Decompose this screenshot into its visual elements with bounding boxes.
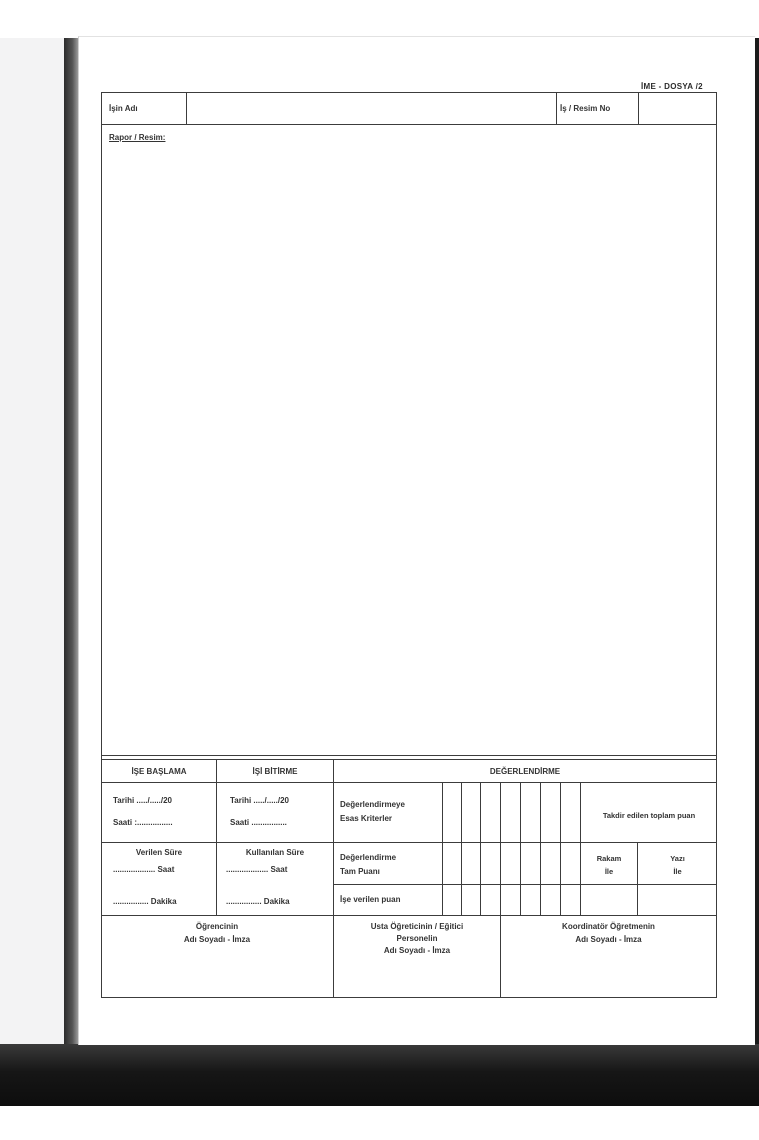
words-label-line1: Yazı: [670, 854, 685, 863]
evaluation-title: DEĞERLENDİRME: [489, 767, 561, 776]
report-label: Rapor / Resim:: [109, 133, 166, 142]
total-words-field[interactable]: [639, 886, 716, 914]
criteria-label-line1: Değerlendirmeye: [340, 800, 405, 809]
start-time[interactable]: Saati :................: [113, 818, 173, 827]
digits-label-line1: Rakam: [596, 854, 622, 863]
start-date[interactable]: Tarihi ...../...../20: [113, 796, 172, 805]
job-number-field[interactable]: [640, 94, 715, 122]
job-number-label: İş / Resim No: [560, 104, 611, 113]
score-col-7: [580, 782, 581, 915]
given-time-title: Verilen Süre: [135, 848, 183, 857]
finish-time[interactable]: Saati ................: [230, 818, 287, 827]
job-name-label: İşin Adı: [109, 104, 138, 113]
total-score-label: Takdir edilen toplam puan: [602, 811, 696, 820]
col-divider-criteria: [442, 782, 443, 915]
header-bottom-line: [101, 124, 717, 125]
finish-title: İŞİ BİTİRME: [252, 767, 298, 776]
digits-label-line2: İle: [604, 867, 614, 876]
score-col-4: [520, 782, 521, 915]
table-row-line-1: [101, 842, 717, 843]
col-divider-start: [216, 759, 217, 915]
total-col-divider: [637, 842, 638, 915]
report-drawing-area[interactable]: [103, 126, 715, 754]
total-digits-field[interactable]: [582, 886, 636, 914]
score-col-1: [461, 782, 462, 915]
header-divider-2: [556, 92, 557, 124]
header-divider-3: [638, 92, 639, 124]
given-time-hours[interactable]: ................... Saat: [113, 865, 175, 874]
finish-date[interactable]: Tarihi ...../...../20: [230, 796, 289, 805]
fullscore-label-line2: Tam Puanı: [340, 867, 380, 876]
score-col-3: [500, 782, 501, 998]
given-time-minutes[interactable]: ................ Dakika: [113, 897, 177, 906]
student-signature-line2: Adı Soyadı - İmza: [183, 935, 251, 944]
master-signature-line3: Adı Soyadı - İmza: [383, 946, 451, 955]
master-signature-line1: Usta Öğreticinin / Eğitici: [370, 922, 464, 931]
master-signature-line2: Personelin: [396, 934, 438, 943]
table-row-line-4: [580, 884, 717, 885]
used-time-title: Kullanılan Süre: [245, 848, 305, 857]
student-signature-line1: Öğrencinin: [195, 922, 239, 931]
used-time-minutes[interactable]: ................ Dakika: [226, 897, 290, 906]
used-time-hours[interactable]: ................... Saat: [226, 865, 288, 874]
fullscore-label-line1: Değerlendirme: [340, 853, 397, 862]
coordinator-signature-line2: Adı Soyadı - İmza: [575, 935, 642, 944]
criteria-label-line2: Esas Kriterler: [340, 814, 393, 823]
col-divider-finish: [333, 759, 334, 998]
job-name-field[interactable]: [188, 94, 554, 122]
score-col-6: [560, 782, 561, 915]
section-separator-1: [101, 755, 717, 756]
book-bottom-shadow: [0, 1044, 759, 1106]
section-separator-2: [101, 759, 717, 760]
book-binding: [64, 38, 78, 1058]
coordinator-signature-line1: Koordinatör Öğretmenin: [562, 922, 655, 931]
score-col-2: [480, 782, 481, 915]
table-row-line-3: [101, 915, 717, 916]
score-col-5: [540, 782, 541, 915]
header-divider-1: [186, 92, 187, 124]
words-label-line2: İle: [673, 867, 682, 876]
document-code: İME - DOSYA /2: [641, 82, 703, 91]
start-title: İŞE BAŞLAMA: [131, 767, 187, 776]
table-title-line: [101, 782, 717, 783]
given-score-label: İşe verilen puan: [340, 895, 401, 904]
